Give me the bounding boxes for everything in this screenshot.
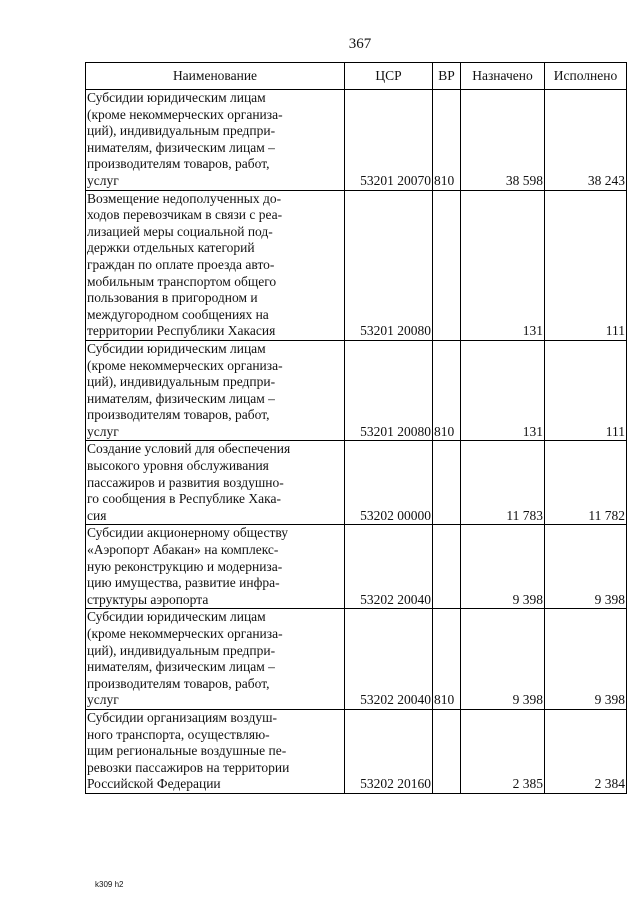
row-name-line: го сообщения в Республике Хака-: [87, 491, 281, 507]
row-name-line: Субсидии юридическим лицам: [87, 340, 266, 356]
row-name-line: Субсидии юридическим лицам: [87, 609, 266, 625]
col-header-executed: Исполнено: [545, 63, 627, 90]
row-name-line: «Аэропорт Абакан» на комплекс-: [87, 542, 279, 558]
row-name-line: Создание условий для обеспечения: [87, 441, 291, 457]
row-vr-cell: 810: [433, 609, 461, 710]
row-name-line: пользования в пригородном и: [87, 290, 258, 306]
row-executed-cell: 38 243: [545, 90, 627, 191]
row-name-cell: [86, 340, 345, 441]
row-name-line: ций), индивидуальным предпри-: [87, 374, 276, 390]
row-assigned-cell: 11 783: [461, 441, 545, 525]
row-name-line: лизацией меры социальной под-: [87, 223, 273, 239]
row-name-line: пассажиров и развития воздушно-: [87, 474, 284, 490]
row-name-line: (кроме некоммерческих организа-: [87, 357, 283, 373]
row-name-line: производителям товаров, работ,: [87, 675, 270, 691]
table-body: [86, 90, 627, 794]
row-csr-cell: 53202 20160: [345, 709, 433, 793]
row-name-line: ций), индивидуальным предпри-: [87, 123, 276, 139]
row-name-line: ного транспорта, осуществляю-: [87, 726, 270, 742]
row-assigned-cell: 2 385: [461, 709, 545, 793]
row-vr-cell: [433, 709, 461, 793]
row-name-line: цию имущества, развитие инфра-: [87, 575, 280, 591]
row-name-line: Субсидии акционерному обществу: [87, 525, 289, 541]
row-name-line: структуры аэропорта: [87, 591, 209, 607]
row-executed-cell: 9 398: [545, 525, 627, 609]
table-row: [86, 709, 627, 793]
row-name-line: территории Республики Хакасия: [87, 323, 276, 339]
row-vr-cell: [433, 525, 461, 609]
row-csr-cell: 53201 20080: [345, 340, 433, 441]
row-vr-cell: [433, 190, 461, 340]
row-name-line: ную реконструкцию и модерниза-: [87, 558, 283, 574]
footer-note: k309 h2: [95, 880, 124, 889]
row-assigned-cell: 131: [461, 340, 545, 441]
row-executed-cell: 111: [545, 340, 627, 441]
row-name-line: щим региональные воздушные пе-: [87, 743, 287, 759]
col-header-vr: ВР: [433, 63, 461, 90]
table-row: [86, 190, 627, 340]
table-row: [86, 525, 627, 609]
col-header-name: Наименование: [86, 63, 345, 90]
row-name-cell: [86, 709, 345, 793]
row-csr-cell: 53201 20080: [345, 190, 433, 340]
row-executed-cell: 11 782: [545, 441, 627, 525]
table-row: [86, 90, 627, 191]
row-vr-cell: [433, 441, 461, 525]
row-name-line: услуг: [87, 172, 119, 188]
table-row: [86, 441, 627, 525]
row-name-line: мобильным транспортом общего: [87, 273, 277, 289]
row-assigned-cell: 9 398: [461, 525, 545, 609]
row-name-cell: [86, 609, 345, 710]
row-name-cell: [86, 190, 345, 340]
row-vr-cell: 810: [433, 340, 461, 441]
row-name-line: (кроме некоммерческих организа-: [87, 106, 283, 122]
row-name-line: нимателям, физическим лицам –: [87, 139, 275, 155]
row-name-cell: [86, 441, 345, 525]
row-csr-cell: 53202 20040: [345, 609, 433, 710]
row-name-line: Субсидии юридическим лицам: [87, 90, 266, 105]
col-header-csr: ЦСР: [345, 63, 433, 90]
row-executed-cell: 111: [545, 190, 627, 340]
row-name-line: сия: [87, 507, 107, 523]
row-assigned-cell: 131: [461, 190, 545, 340]
row-name-line: производителям товаров, работ,: [87, 407, 270, 423]
row-name-line: нимателям, физическим лицам –: [87, 390, 275, 406]
table-header-row: [86, 63, 627, 90]
col-header-assigned: Назначено: [461, 63, 545, 90]
row-name-line: Российской Федерации: [87, 776, 221, 792]
row-name-line: (кроме некоммерческих организа-: [87, 626, 283, 641]
row-name-line: услуг: [87, 423, 119, 439]
row-executed-cell: 9 398: [545, 609, 627, 710]
row-assigned-cell: 9 398: [461, 609, 545, 710]
table-row: [86, 340, 627, 441]
row-name-line: граждан по оплате проезда авто-: [87, 256, 275, 272]
row-csr-cell: 53202 20040: [345, 525, 433, 609]
row-name-line: Возмещение недополученных до-: [87, 190, 282, 206]
row-name-line: производителям товаров, работ,: [87, 156, 270, 172]
row-name-cell: [86, 525, 345, 609]
budget-table: [85, 62, 627, 794]
row-name-line: высокого уровня обслуживания: [87, 458, 269, 474]
row-vr-cell: 810: [433, 90, 461, 191]
row-executed-cell: 2 384: [545, 709, 627, 793]
row-name-line: держки отдельных категорий: [87, 240, 255, 256]
row-name-line: междугородном сообщениях на: [87, 306, 269, 322]
row-assigned-cell: 38 598: [461, 90, 545, 191]
page-number: 367: [348, 36, 372, 52]
row-name-line: ходов перевозчикам в связи с реа-: [87, 207, 283, 223]
row-csr-cell: 53202 00000: [345, 441, 433, 525]
row-name-cell: [86, 90, 345, 191]
row-name-line: нимателям, физическим лицам –: [87, 659, 275, 675]
row-csr-cell: 53201 20070: [345, 90, 433, 191]
row-name-line: услуг: [87, 692, 119, 708]
row-name-line: Субсидии организациям воздуш-: [87, 709, 278, 725]
row-name-line: ций), индивидуальным предпри-: [87, 642, 276, 658]
table-row: [86, 609, 627, 710]
row-name-line: ревозки пассажиров на территории: [87, 759, 290, 775]
